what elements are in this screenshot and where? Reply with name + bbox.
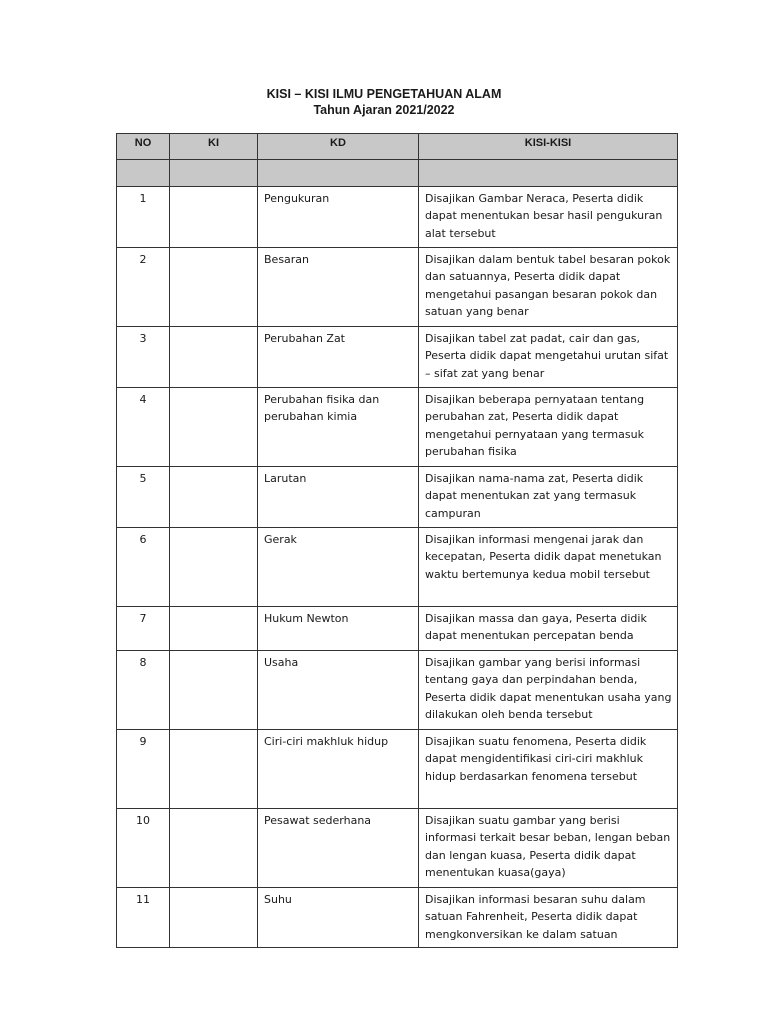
cell-no: 1	[117, 187, 170, 248]
spacer-cell	[419, 160, 678, 187]
cell-ki	[170, 467, 258, 528]
cell-no: 8	[117, 651, 170, 730]
cell-kd: Usaha	[258, 651, 419, 730]
spacer-cell	[117, 160, 170, 187]
cell-kd: Pengukuran	[258, 187, 419, 248]
cell-ki	[170, 388, 258, 467]
cell-kd: Gerak	[258, 528, 419, 607]
table-row	[117, 651, 678, 730]
header-ki: KI	[170, 134, 258, 160]
cell-kd: Ciri-ciri makhluk hidup	[258, 730, 419, 809]
cell-kd: Perubahan fisika dan perubahan kimia	[258, 388, 419, 467]
table-row	[117, 809, 678, 888]
cell-ki	[170, 327, 258, 388]
cell-kd: Suhu	[258, 888, 419, 948]
cell-no: 6	[117, 528, 170, 607]
cell-kisi: Disajikan beberapa pernyataan tentang perubahan zat, Peserta didik dapat mengetahui pernyataan yang termasuk perubahan fisika	[419, 388, 678, 467]
header-spacer-row	[117, 160, 678, 187]
cell-no: 4	[117, 388, 170, 467]
spacer-cell	[170, 160, 258, 187]
document-subtitle: Tahun Ajaran 2021/2022	[313, 103, 455, 117]
cell-ki	[170, 651, 258, 730]
cell-no: 3	[117, 327, 170, 388]
table-header-row	[117, 134, 678, 160]
cell-ki	[170, 607, 258, 651]
spacer-cell	[258, 160, 419, 187]
header-kisi-kisi: KISI-KISI	[419, 134, 678, 160]
cell-kisi: Disajikan nama-nama zat, Peserta didik dapat menentukan zat yang termasuk campuran	[419, 467, 678, 528]
cell-ki	[170, 248, 258, 327]
cell-no: 10	[117, 809, 170, 888]
cell-no: 2	[117, 248, 170, 327]
cell-kisi: Disajikan massa dan gaya, Peserta didik dapat menentukan percepatan benda	[419, 607, 678, 651]
cell-kisi: Disajikan suatu fenomena, Peserta didik dapat mengidentifikasi ciri-ciri makhluk hidup berdasarkan fenomena tersebut	[419, 730, 678, 809]
cell-ki	[170, 809, 258, 888]
table-row	[117, 528, 678, 607]
cell-kd: Besaran	[258, 248, 419, 327]
cell-kisi: Disajikan tabel zat padat, cair dan gas, Peserta didik dapat mengetahui urutan sifat – sifat zat yang benar	[419, 327, 678, 388]
cell-kisi: Disajikan Gambar Neraca, Peserta didik dapat menentukan besar hasil pengukuran alat tersebut	[419, 187, 678, 248]
cell-kisi: Disajikan gambar yang berisi informasi tentang gaya dan perpindahan benda, Peserta didik dapat menentukan usaha yang dilakukan oleh benda tersebut	[419, 651, 678, 730]
table-row	[117, 730, 678, 809]
table-row	[117, 327, 678, 388]
table-row	[117, 388, 678, 467]
table-row	[117, 888, 678, 948]
cell-kisi: Disajikan informasi besaran suhu dalam satuan Fahrenheit, Peserta didik dapat mengkonversikan ke dalam satuan	[419, 888, 678, 948]
cell-kd: Hukum Newton	[258, 607, 419, 651]
cell-no: 5	[117, 467, 170, 528]
table-row	[117, 187, 678, 248]
cell-ki	[170, 888, 258, 948]
kisi-kisi-table	[116, 133, 678, 948]
cell-ki	[170, 528, 258, 607]
cell-no: 11	[117, 888, 170, 948]
document-title: KISI – KISI ILMU PENGETAHUAN ALAM	[266, 87, 502, 101]
cell-kisi: Disajikan informasi mengenai jarak dan kecepatan, Peserta didik dapat menetukan waktu bertemunya kedua mobil tersebut	[419, 528, 678, 607]
cell-kisi: Disajikan suatu gambar yang berisi informasi terkait besar beban, lengan beban dan lengan kuasa, Peserta didik dapat menentukan kuasa(gaya)	[419, 809, 678, 888]
cell-kd: Larutan	[258, 467, 419, 528]
cell-kd: Pesawat sederhana	[258, 809, 419, 888]
cell-no: 7	[117, 607, 170, 651]
table-row	[117, 607, 678, 651]
cell-kd: Perubahan Zat	[258, 327, 419, 388]
table-row	[117, 248, 678, 327]
header-kd: KD	[258, 134, 419, 160]
cell-kisi: Disajikan dalam bentuk tabel besaran pokok dan satuannya, Peserta didik dapat mengetahui pasangan besaran pokok dan satuan yang benar	[419, 248, 678, 327]
cell-no: 9	[117, 730, 170, 809]
table-row	[117, 467, 678, 528]
cell-ki	[170, 187, 258, 248]
cell-ki	[170, 730, 258, 809]
header-no: NO	[117, 134, 170, 160]
